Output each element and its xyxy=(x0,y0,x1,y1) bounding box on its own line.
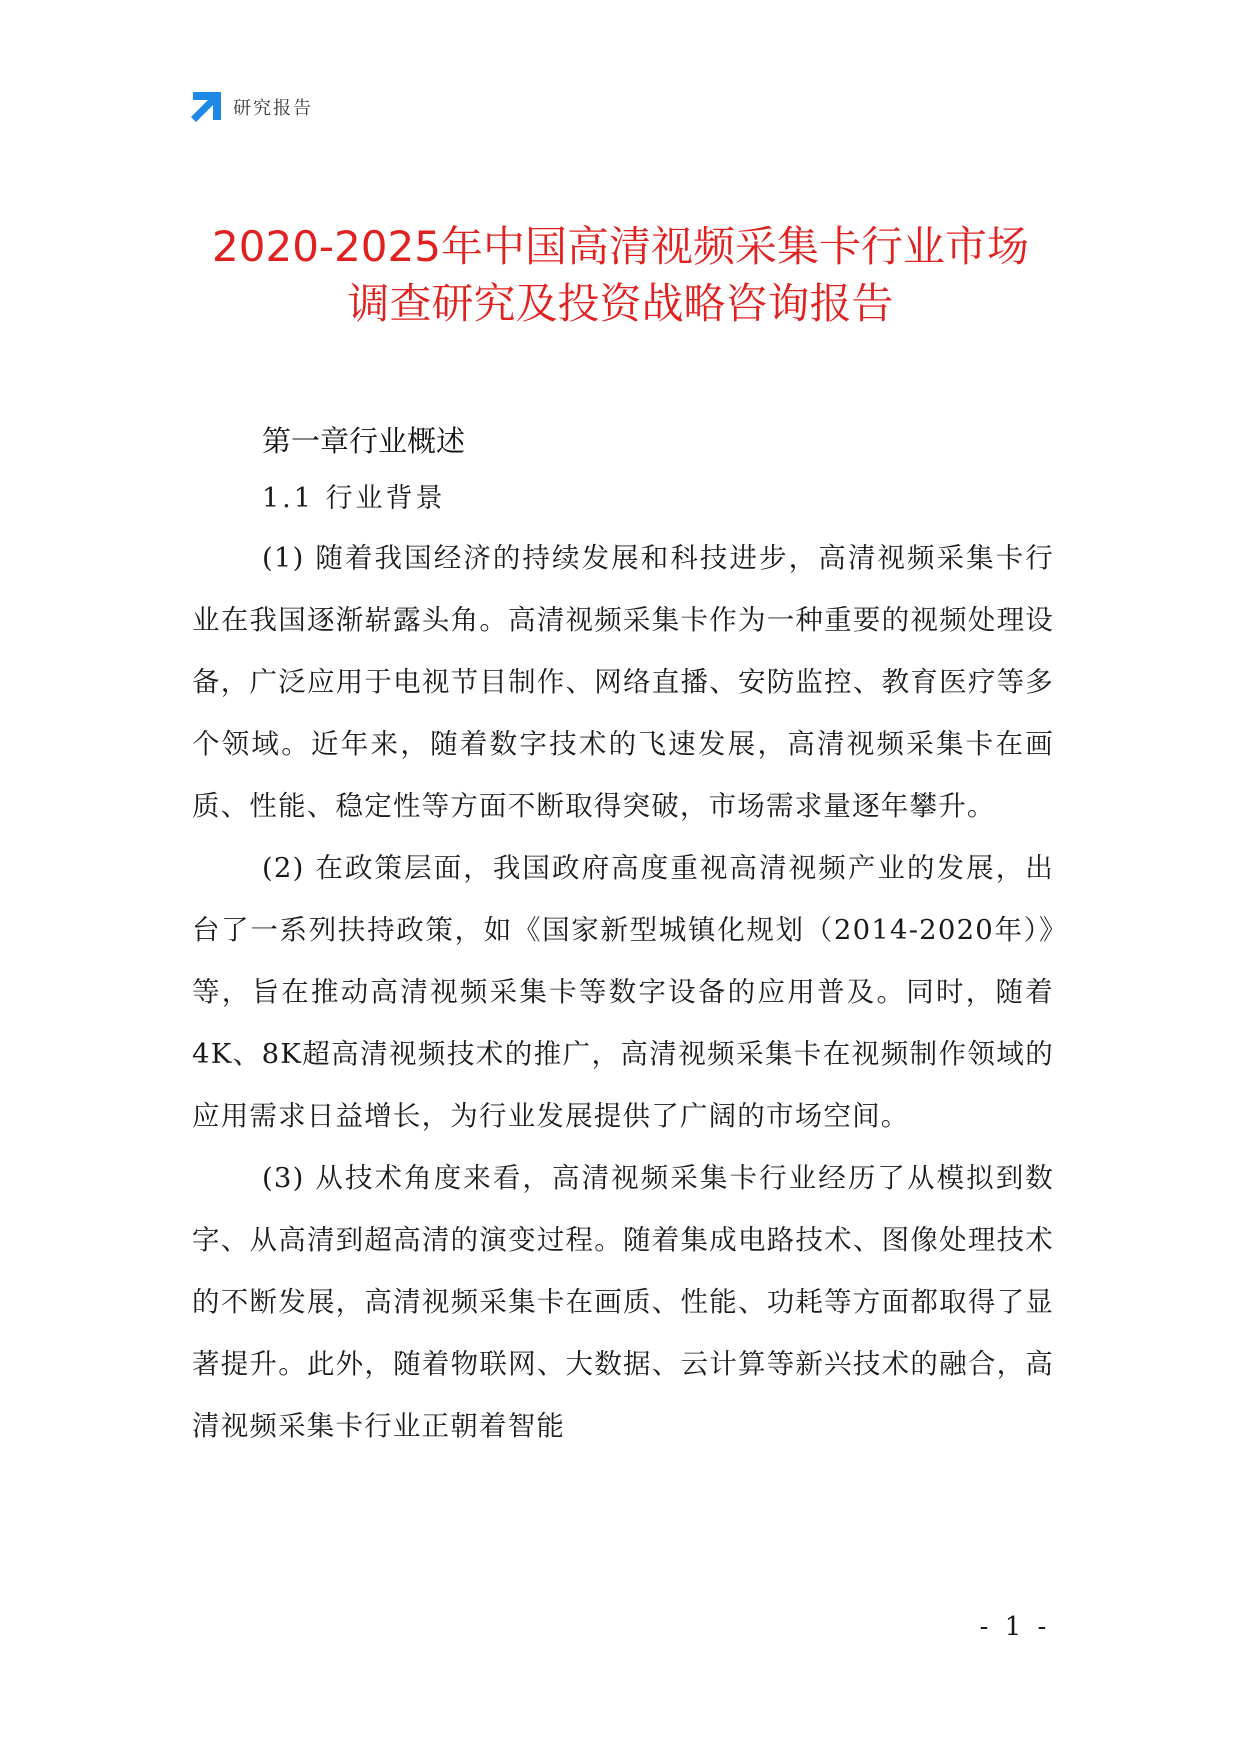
report-header xyxy=(190,90,313,124)
paragraph-2: (2) 在政策层面，我国政府高度重视高清视频产业的发展，出台了一系列扶持政策，如《国家新型城镇化规划（2014-2020年）》等，旨在推动高清视频采集卡等数字设备的应用普及。同时，随着4K、8K超高清视频技术的推广，高清视频采集卡在视频制作领域的应用需求日益增长，为行业发展提供了广阔的市场空间。 xyxy=(192,852,1054,1132)
page-number: - 1 - xyxy=(979,1612,1051,1642)
arrow-up-right-icon xyxy=(190,92,221,123)
chapter-heading: 第一章行业概述 xyxy=(262,424,466,458)
report-title xyxy=(150,218,1091,332)
paragraph-3: (3) 从技术角度来看，高清视频采集卡行业经历了从模拟到数字、从高清到超高清的演变过程。随着集成电路技术、图像处理技术的不断发展，高清视频采集卡在画质、性能、功耗等方面都取得了显著提升。此外，随着物联网、大数据、云计算等新兴技术的融合，高清视频采集卡行业正朝着智能 xyxy=(192,1162,1054,1442)
title-line-1: 2020-2025年中国高清视频采集卡行业市场 xyxy=(212,222,1029,271)
title-line-2: 调查研究及投资战略咨询报告 xyxy=(347,279,894,328)
paragraph-1: (1) 随着我国经济的持续发展和科技进步，高清视频采集卡行业在我国逐渐崭露头角。高清视频采集卡作为一种重要的视频处理设备，广泛应用于电视节目制作、网络直播、安防监控、教育医疗等多个领域。近年来，随着数字技术的飞速发展，高清视频采集卡在画质、性能、稳定性等方面不断取得突破，市场需求量逐年攀升。 xyxy=(192,542,1054,822)
section-heading: 1.1 行业背景 xyxy=(262,483,446,514)
header-label: 研究报告 xyxy=(233,98,313,119)
report-body xyxy=(192,415,1054,1457)
